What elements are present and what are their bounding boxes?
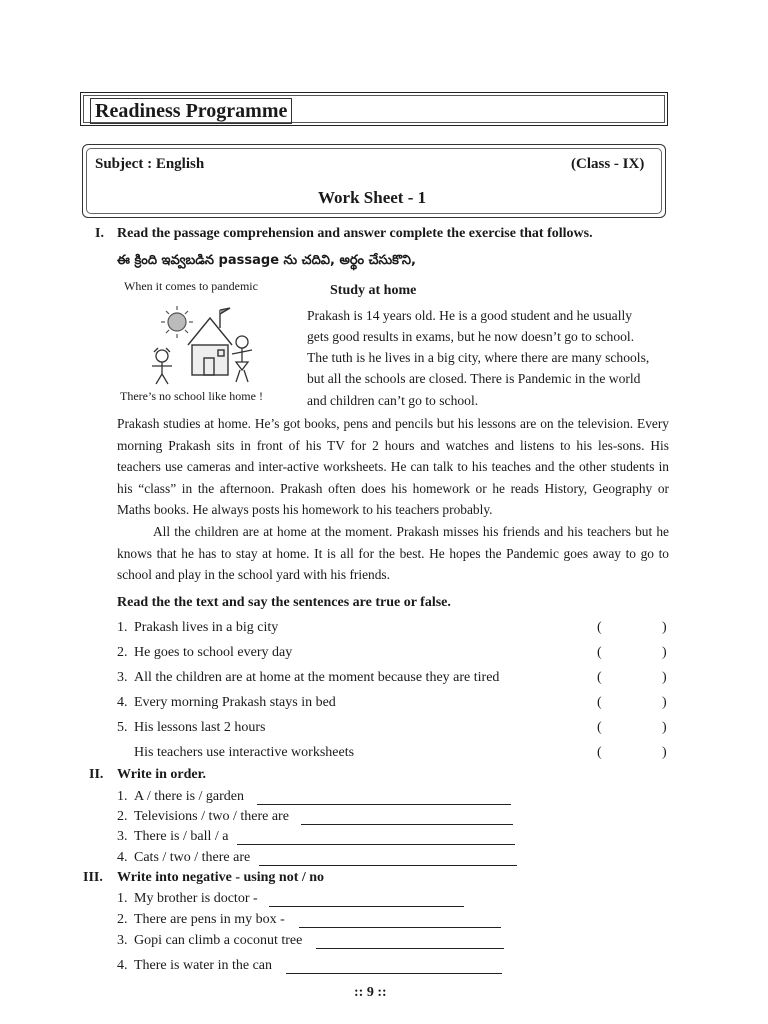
house-children-illustration — [140, 300, 260, 385]
tf-item-number: 2. — [117, 645, 128, 660]
tf-item-number: 1. — [117, 620, 128, 635]
answer-blank[interactable] — [237, 830, 515, 845]
answer-blank[interactable] — [316, 934, 504, 949]
passage-paragraph-2: Prakash studies at home. He’s got books, pens and pencils but his lessons are on the television. Every morning Prakash sits in front of his TV for 2 hours and watches and listens to his les-sons. His teachers use cameras and inter-active worksheets. He can talk to his teaches and the other students in his “class” in the afternoon. Prakash often does his homework or he reads History, Geography or Maths books. He always posts his homework to his teachers probably. — [117, 416, 669, 518]
negative-item-number: 2. — [117, 912, 128, 927]
order-item-number: 1. — [117, 789, 128, 804]
tf-answer-close: ) — [662, 620, 667, 635]
answer-blank[interactable] — [299, 913, 501, 928]
negative-item-number: 1. — [117, 891, 128, 906]
image-caption-top: When it comes to pandemic — [124, 279, 258, 293]
tf-item-text: His lessons last 2 hours — [134, 720, 266, 735]
section2-numeral: II. — [89, 767, 104, 782]
order-item-text: There is / ball / a — [134, 829, 229, 844]
negative-item-text: Gopi can climb a coconut tree — [134, 933, 303, 948]
answer-blank[interactable] — [269, 892, 464, 907]
order-item-text: Cats / two / there are — [134, 850, 251, 865]
tf-item-number: 5. — [117, 720, 128, 735]
tf-item-text: He goes to school every day — [134, 645, 293, 660]
passage-line: Prakash is 14 years old. He is a good student and he usually — [307, 308, 633, 323]
section3-numeral: III. — [83, 870, 103, 885]
order-item-number: 2. — [117, 809, 128, 824]
negative-item-text: There is water in the can — [134, 958, 272, 973]
tf-answer-open[interactable]: ( — [597, 720, 602, 735]
tf-answer-open[interactable]: ( — [597, 620, 602, 635]
negative-item-number: 3. — [117, 933, 128, 948]
passage-line: but all the schools are closed. There is Pandemic in the world — [307, 371, 641, 386]
section1-numeral: I. — [95, 226, 104, 241]
section2-heading: Write in order. — [117, 767, 207, 782]
true-false-heading: Read the the text and say the sentences are true or false. — [117, 595, 451, 610]
child-right-icon — [232, 336, 252, 382]
passage-line: and children can’t go to school. — [307, 393, 479, 408]
tf-item-number: 4. — [117, 695, 128, 710]
tf-item-text: Every morning Prakash stays in bed — [134, 695, 336, 710]
page-number: :: 9 :: — [354, 985, 387, 1000]
negative-item-text: My brother is doctor - — [134, 891, 258, 906]
section1-instruction: Read the passage comprehension and answer complete the exercise that follows. — [117, 226, 593, 241]
tf-answer-open[interactable]: ( — [597, 695, 602, 710]
order-item-text: A / there is / garden — [134, 789, 245, 804]
tf-answer-close: ) — [662, 720, 667, 735]
tf-answer-open[interactable]: ( — [597, 745, 602, 760]
tf-item-text: All the children are at home at the moment because they are tired — [134, 670, 500, 685]
worksheet-title: Work Sheet - 1 — [318, 188, 427, 207]
answer-blank[interactable] — [301, 810, 513, 825]
sun-icon — [161, 306, 193, 338]
child-left-icon — [152, 348, 172, 384]
subject-label: Subject : English — [95, 156, 205, 172]
negative-item-number: 4. — [117, 958, 128, 973]
order-item-number: 4. — [117, 850, 128, 865]
tf-answer-close: ) — [662, 645, 667, 660]
passage-paragraph-3: All the children are at home at the moment. Prakash misses his friends and his teachers but he knows that he has to stay at home. It is all for the best. He hopes the Pandemic goes away to go to school and play in the school yard with his friends. — [117, 524, 669, 583]
tf-answer-open[interactable]: ( — [597, 645, 602, 660]
order-item-number: 3. — [117, 829, 128, 844]
passage-line: The tuth is he lives in a big city, where there are many schools, — [307, 350, 650, 365]
answer-blank[interactable] — [259, 851, 517, 866]
answer-blank[interactable] — [257, 790, 511, 805]
tf-answer-close: ) — [662, 745, 667, 760]
image-caption-bottom: There’s no school like home ! — [120, 389, 263, 403]
page-title: Readiness Programme — [90, 98, 292, 124]
passage-title: Study at home — [330, 283, 417, 298]
banner-inner-frame — [83, 95, 665, 123]
banner-frame — [80, 92, 668, 126]
negative-item-text: There are pens in my box - — [134, 912, 285, 927]
section3-heading: Write into negative - using not / no — [117, 870, 325, 885]
tf-item-number: 3. — [117, 670, 128, 685]
tf-answer-close: ) — [662, 670, 667, 685]
answer-blank[interactable] — [286, 959, 502, 974]
telugu-instruction: ఈ క్రింది ఇవ్వబడిన passage ను చదివి, అర్థం చేసుకొని, — [117, 253, 416, 268]
tf-item-text: Prakash lives in a big city — [134, 620, 279, 635]
order-item-text: Televisions / two / there are — [134, 809, 289, 824]
tf-answer-close: ) — [662, 695, 667, 710]
house-icon — [188, 308, 232, 375]
tf-answer-open[interactable]: ( — [597, 670, 602, 685]
tf-item-text: His teachers use interactive worksheets — [134, 745, 355, 760]
class-label: (Class - IX) — [571, 156, 645, 172]
passage-line: gets good results in exams, but he now doesn’t go to school. — [307, 329, 635, 344]
